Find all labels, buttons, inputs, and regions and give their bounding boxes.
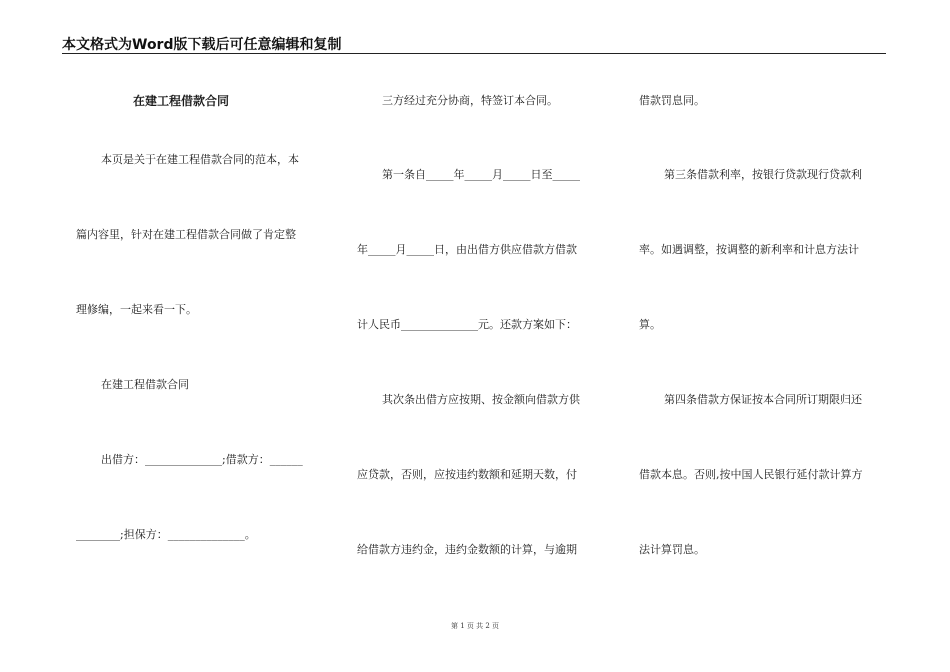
article-line: 借款本息。否则,按中国人民银行延付款计算方 <box>639 468 863 481</box>
paragraph-line: 篇内容里，针对在建工程借款合同做了肯定整 <box>76 228 296 241</box>
article-line: 应贷款，否则，应按违约数额和延期天数，付 <box>357 468 577 481</box>
page-number: 第 1 页 共 2 页 <box>450 622 500 630</box>
parties-line: ________;担保方：______________。 <box>76 528 256 541</box>
document-header: 本文格式为Word版下载后可任意编辑和复制 <box>62 37 342 53</box>
paragraph-line: 三方经过充分协商，特签订本合同。 <box>382 94 558 107</box>
text-column-3 <box>639 0 883 672</box>
article-line: 其次条出借方应按期、按金额向借款方供 <box>382 393 580 406</box>
article-line: 第一条自_____年_____月_____日至_____ <box>382 168 580 181</box>
text-column-2 <box>357 0 601 672</box>
article-line: 计人民币______________元。还款方案如下： <box>357 318 577 331</box>
document-title: 在建工程借款合同 <box>133 94 230 108</box>
section-heading: 在建工程借款合同 <box>101 378 189 391</box>
article-line: 给借款方违约金，违约金数额的计算，与逾期 <box>357 543 577 556</box>
article-line: 算。 <box>639 318 661 331</box>
article-line: 第四条借款方保证按本合同所订期限归还 <box>664 393 862 406</box>
text-column-1 <box>76 0 320 672</box>
article-line: 第三条借款利率，按银行贷款现行贷款利 <box>664 168 862 181</box>
article-line: 率。如遇调整，按调整的新利率和计息方法计 <box>639 243 859 256</box>
article-line: 借款罚息同。 <box>639 94 705 107</box>
paragraph-line: 本页是关于在建工程借款合同的范本，本 <box>101 153 299 166</box>
paragraph-line: 理修编，一起来看一下。 <box>76 303 197 316</box>
article-line: 法计算罚息。 <box>639 543 705 556</box>
parties-line: 出借方：______________;借款方：______ <box>101 453 303 466</box>
article-line: 年_____月_____日，由出借方供应借款方借款 <box>357 243 577 256</box>
